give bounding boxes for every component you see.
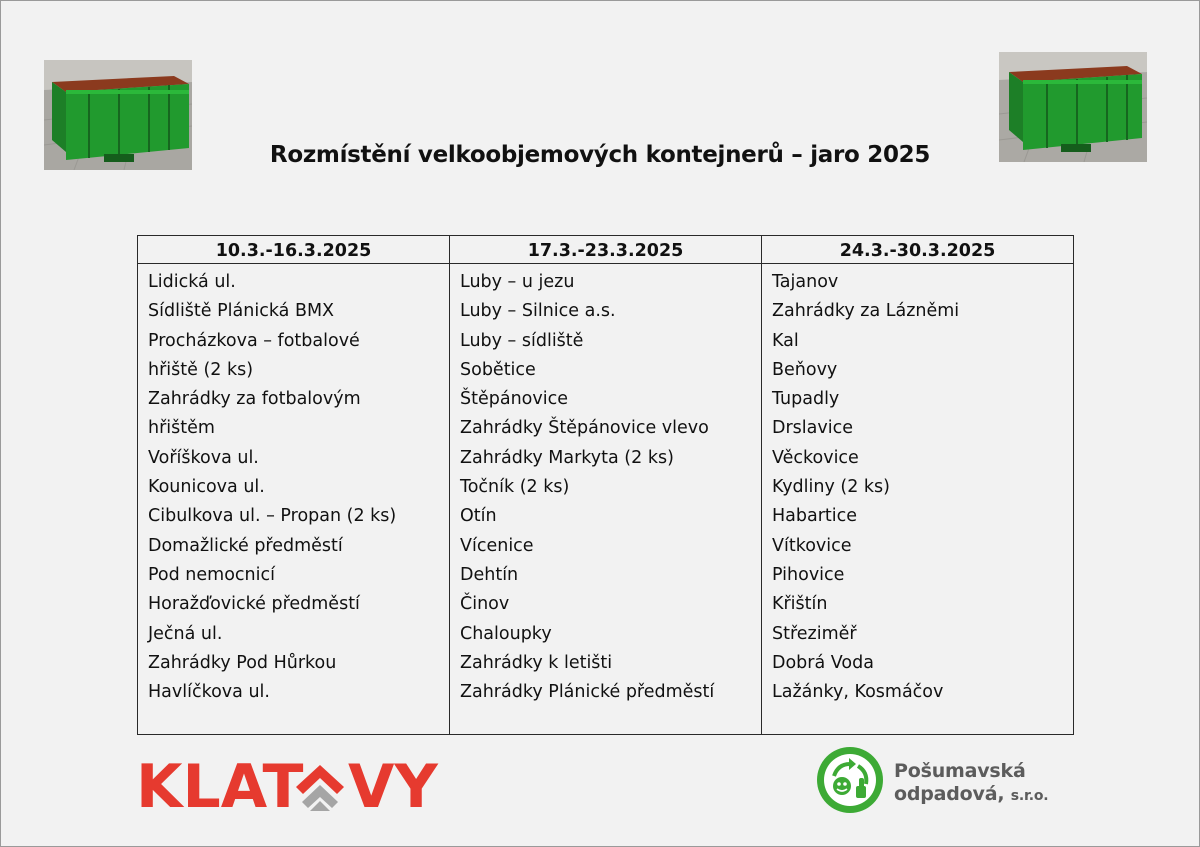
company-name-line1: Pošumavská (894, 760, 1026, 782)
location-item: Luby – Silnice a.s. (460, 301, 616, 322)
location-item: Beňovy (772, 359, 838, 380)
column-header: 17.3.-23.3.2025 (450, 236, 761, 264)
location-item: Pihovice (772, 564, 845, 585)
location-item: Procházkova – fotbalové (148, 330, 360, 351)
location-item: hřištěm (148, 418, 215, 439)
location-list (138, 264, 449, 707)
location-item: Kounicova ul. (148, 477, 265, 498)
schedule-column-2 (450, 236, 762, 734)
location-item: Sobětice (460, 359, 536, 380)
page-title: Rozmístění velkoobjemových kontejnerů – jaro 2025 (269, 142, 931, 168)
location-list (762, 264, 1073, 707)
location-item: Zahrádky Štěpánovice vlevo (460, 418, 709, 439)
location-item: Tajanov (772, 272, 839, 292)
company-logo (816, 746, 1076, 816)
location-item: Zahrádky Plánické předměstí (460, 682, 715, 703)
location-item: Lidická ul. (148, 272, 236, 292)
location-item: Otín (460, 506, 497, 527)
location-item: Dehtín (460, 564, 519, 585)
location-item: Činov (460, 594, 510, 615)
recycle-icon (816, 746, 884, 814)
schedule-column-3 (762, 236, 1073, 734)
location-item: Chaloupky (460, 623, 552, 644)
klatovy-logo (136, 751, 456, 815)
location-item: Zahrádky Pod Hůrkou (148, 652, 337, 673)
location-item: Zahrádky k letišti (460, 652, 613, 673)
location-item: Zahrádky za fotbalovým (148, 389, 361, 410)
location-item: Střeziměř (772, 623, 857, 644)
location-item: Vítkovice (772, 535, 852, 556)
location-item: Sídliště Plánická BMX (148, 301, 335, 322)
location-item: Štěpánovice (460, 389, 568, 410)
location-item: Pod nemocnicí (148, 564, 275, 585)
location-item: Věckovice (772, 447, 859, 468)
location-item: Tupadly (772, 389, 840, 410)
location-item: Havlíčkova ul. (148, 682, 270, 703)
location-item: Horažďovické předměstí (148, 594, 360, 615)
location-item: Domažlické předměstí (148, 535, 343, 556)
column-header: 24.3.-30.3.2025 (762, 236, 1073, 264)
location-item: Točník (2 ks) (460, 477, 570, 498)
location-item: hřiště (2 ks) (148, 359, 254, 380)
company-name-line2: odpadová, (894, 783, 1005, 805)
company-name (894, 760, 1048, 808)
location-list (450, 264, 761, 707)
company-suffix: s.r.o. (1010, 788, 1049, 804)
location-item: Cibulkova ul. – Propan (2 ks) (148, 506, 397, 527)
column-header: 10.3.-16.3.2025 (138, 236, 449, 264)
svg-text:VY: VY (348, 752, 438, 815)
location-item: Ječná ul. (148, 623, 223, 644)
schedule-table (137, 235, 1074, 735)
location-item: Luby – u jezu (460, 272, 575, 292)
schedule-column-1 (138, 236, 450, 734)
location-item: Kydliny (2 ks) (772, 477, 891, 498)
location-item: Lažánky, Kosmáčov (772, 682, 944, 703)
location-item: Habartice (772, 506, 858, 527)
svg-text:KLAT: KLAT (136, 752, 304, 815)
location-item: Voříškova ul. (148, 447, 259, 468)
location-item: Zahrádky za Lázněmi (772, 301, 960, 322)
location-item: Vícenice (460, 535, 534, 556)
location-item: Kal (772, 330, 799, 351)
location-item: Drslavice (772, 418, 853, 439)
location-item: Křištín (772, 594, 828, 615)
location-item: Dobrá Voda (772, 652, 874, 673)
location-item: Zahrádky Markyta (2 ks) (460, 447, 674, 468)
location-item: Luby – sídliště (460, 330, 584, 351)
